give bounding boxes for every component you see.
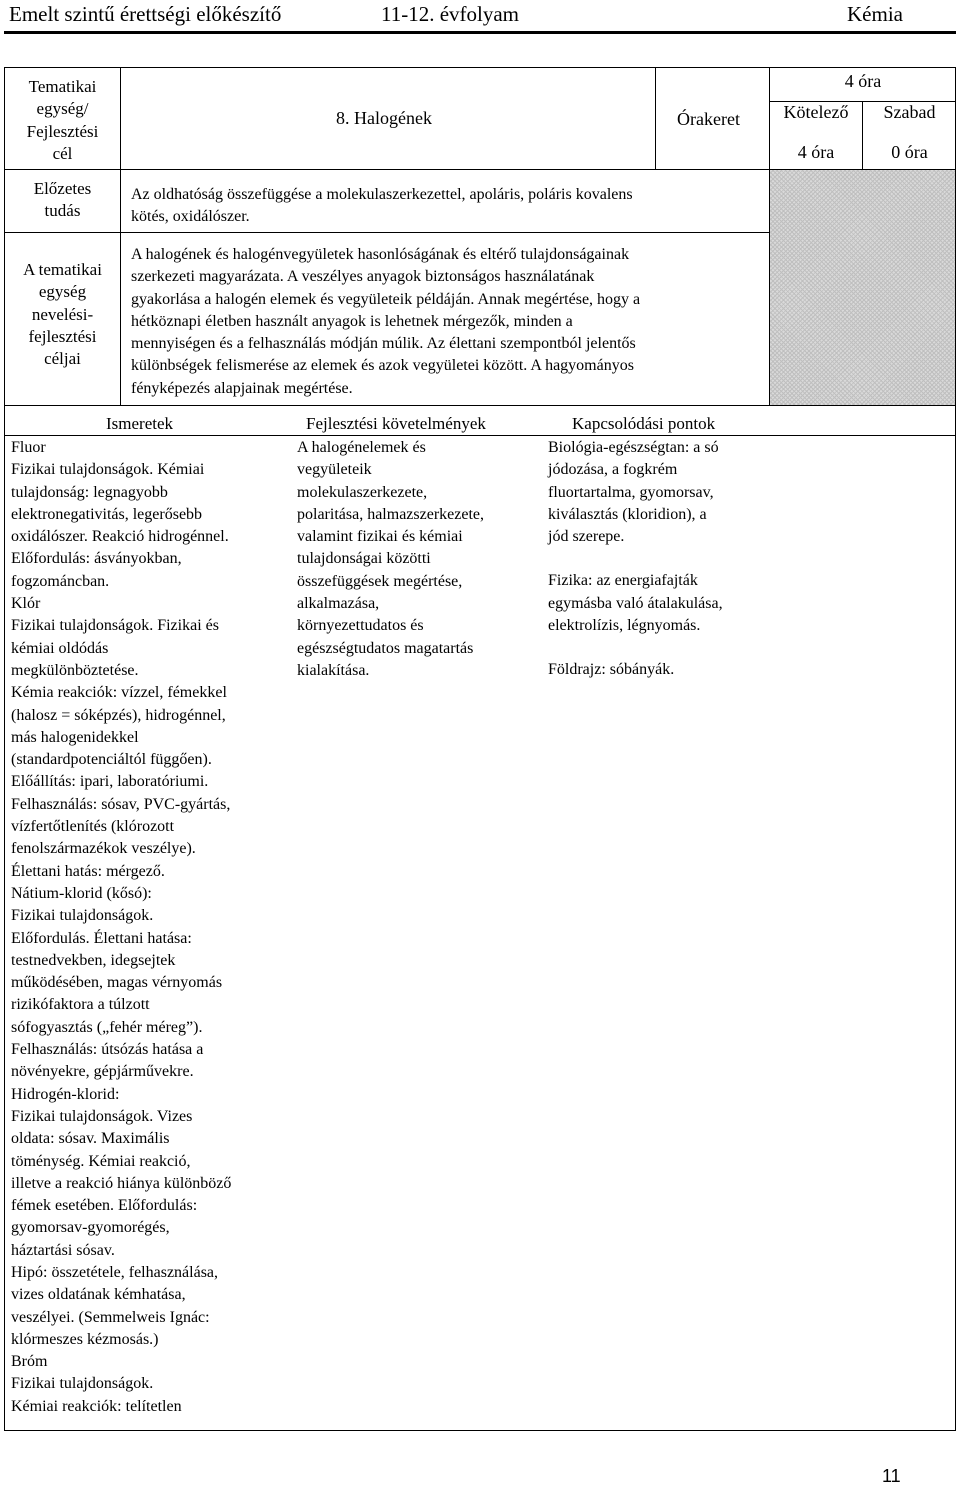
requirement-line: egészségtudatos magatartás (297, 639, 474, 657)
knowledge-line: (halosz = sóképzés), hidrogénnel, (11, 706, 226, 724)
prior-text-line: Az oldhatóság összefüggése a molekulaszerkezettel, apoláris, poláris kovalens (131, 186, 633, 203)
goals-label-line: céljai (44, 349, 81, 369)
knowledge-line: Nátium-klorid (kősó): (11, 884, 152, 902)
topic-label-line: egység/ (36, 99, 89, 119)
grid-line (4, 232, 769, 233)
grid-line (4, 405, 956, 406)
knowledge-line: töménység. Kémiai reakció, (11, 1152, 191, 1170)
goals-text-line: fényképezés alapjainak megértése. (131, 379, 353, 397)
topic-label-line: Fejlesztési (26, 121, 99, 141)
connection-line: jód szerepe. (548, 528, 625, 546)
knowledge-line: Előfordulás: ásványokban, (11, 550, 182, 568)
header-subject: Kémia (847, 2, 903, 26)
requirement-line: valamint fizikai és kémiai (297, 528, 463, 546)
knowledge-line: gyomorsav-gyomorégés, (11, 1219, 170, 1237)
knowledge-line: Fluor (11, 439, 46, 456)
page-header (0, 0, 960, 34)
knowledge-line: Hipó: összetétele, felhasználása, (11, 1263, 219, 1281)
knowledge-column (11, 437, 296, 1418)
knowledge-line: elektronegativitás, legerősebb (11, 505, 203, 523)
goals-label-line: egység (38, 282, 87, 302)
knowledge-line: működésében, magas vérnyomás (11, 974, 223, 992)
knowledge-line: Felhasználás: útsózás hatása a (11, 1041, 204, 1059)
prior-text-line: kötés, oxidálószer. (131, 208, 250, 226)
knowledge-line: más halogenidekkel (11, 728, 139, 746)
column-heading-knowledge: Ismeretek (106, 414, 174, 433)
knowledge-line: kémiai oldódás (11, 639, 109, 657)
connection-line: egymásba való átalakulása, (548, 594, 723, 612)
grid-line (120, 67, 121, 405)
requirement-line: molekulaszerkezete, (297, 483, 428, 501)
knowledge-line: Bróm (11, 1353, 48, 1371)
topic-label-line: Tematikai (28, 77, 97, 96)
knowledge-line: (standardpotenciáltól függően). (11, 751, 212, 769)
connection-line: fluortartalma, gyomorsav, (548, 483, 714, 501)
goals-label (5, 259, 120, 370)
knowledge-line: Felhasználás: sósav, PVC-gyártás, (11, 795, 231, 813)
prior-label-line: tudás (44, 201, 81, 221)
requirement-line: kialakítása. (297, 661, 370, 679)
topic-label-line: cél (52, 143, 73, 163)
requirement-line: összefüggések megértése, (297, 572, 463, 590)
knowledge-line: Kémia reakciók: vízzel, fémekkel (11, 684, 227, 702)
goals-label-line: A tematikai (23, 260, 102, 279)
knowledge-line: Klór (11, 595, 41, 613)
column-heading-connections: Kapcsolódási pontok (572, 414, 716, 433)
prior-knowledge-label (5, 178, 120, 223)
requirement-line: polaritása, halmazszerkezete, (297, 505, 484, 523)
hours-total: 4 óra (844, 71, 882, 91)
prior-label-line: Előzetes (33, 179, 92, 198)
knowledge-line: Fizikai tulajdonságok. Kémiai (11, 461, 205, 479)
knowledge-line: háztartási sósav. (11, 1241, 115, 1259)
knowledge-line: testnedvekben, idegsejtek (11, 951, 176, 969)
goals-label-line: fejlesztési (28, 326, 97, 346)
knowledge-line: Előfordulás. Élettani hatása: (11, 929, 192, 947)
knowledge-line: Hidrogén-klorid: (11, 1085, 120, 1103)
knowledge-line: fogzománcban. (11, 572, 110, 590)
connection-line: Földrajz: sóbányák. (548, 661, 675, 679)
free-label: Szabad (883, 102, 936, 122)
goals-text-line: mennyiségen és a felhasználás módján múlik. Az élettani szempontból jelentős (131, 335, 636, 353)
connection-line: kiválasztás (kloridion), a (548, 505, 707, 523)
knowledge-line: Fizikai tulajdonságok. Fizikai és (11, 617, 219, 635)
topic-title: 8. Halogének (336, 108, 432, 128)
knowledge-line: Fizikai tulajdonságok. (11, 907, 154, 925)
goals-text-line: szerkezeti magyarázata. A veszélyes anyagok biztonságos használatának (131, 268, 595, 286)
grid-line (4, 169, 956, 170)
page-number: 11 (882, 1466, 901, 1486)
column-heading-requirements: Fejlesztési követelmények (306, 414, 486, 433)
knowledge-line: Fizikai tulajdonságok. Vizes (11, 1107, 193, 1125)
knowledge-line: Fizikai tulajdonságok. (11, 1375, 154, 1393)
knowledge-line: vizes oldatának kémhatása, (11, 1286, 186, 1304)
knowledge-line: oldata: sósav. Maximális (11, 1130, 170, 1148)
goals-text-line: A halogének és halogénvegyületek hasonlóságának és eltérő tulajdonságainak (131, 246, 630, 263)
knowledge-line: fémek esetében. Előfordulás: (11, 1197, 198, 1215)
requirement-line: A halogénelemek és (297, 439, 426, 456)
requirements-column (297, 437, 542, 682)
mandatory-hours: 4 óra (797, 142, 835, 162)
goals-label-line: nevelési- (31, 304, 94, 324)
header-course-title: Emelt szintű érettségi előkészítő (9, 2, 282, 26)
knowledge-line: vízfertőtlenítés (klórozott (11, 818, 175, 836)
goals-text-line: hétköznapi életben használt anyagok is lehetnek mérgezők, minden a (131, 312, 573, 330)
header-grade: 11-12. évfolyam (381, 2, 520, 26)
mandatory-label: Kötelező (783, 102, 849, 122)
goals-text-line: gyakorlása a halogén elemek és vegyületeik példáján. Annak megértése, hogy a (131, 290, 641, 308)
frame-label: Órakeret (677, 109, 740, 129)
knowledge-line: klórmeszes kézmosás.) (11, 1330, 159, 1348)
knowledge-line: veszélyei. (Semmelweis Ignác: (11, 1308, 210, 1326)
free-hours: 0 óra (891, 142, 928, 162)
goals-text-line: különbségek felismerése az elemek és azok vegyületei között. A hagyományos (131, 357, 634, 375)
shaded-cell-right (769, 169, 955, 405)
connection-line: Biológia-egészségtan: a só (548, 439, 719, 456)
block-spacer (548, 548, 948, 570)
topic-label (5, 76, 120, 165)
grid-line (655, 67, 656, 169)
prior-knowledge-text (131, 184, 766, 229)
knowledge-line: növényekre, gépjárművekre. (11, 1063, 194, 1081)
requirement-line: környezettudatos és (297, 617, 424, 635)
requirement-line: vegyületeik (297, 461, 372, 479)
connection-line: jódozása, a fogkrém (548, 461, 678, 479)
requirement-line: alkalmazása, (297, 595, 380, 613)
connection-line: elektrolízis, légnyomás. (548, 617, 701, 635)
goals-text (131, 244, 766, 400)
block-spacer (548, 637, 948, 659)
connections-column (548, 437, 948, 682)
knowledge-line: rizikófaktora a túlzott (11, 996, 150, 1014)
knowledge-line: oxidálószer. Reakció hidrogénnel. (11, 528, 229, 546)
header-divider (4, 31, 956, 34)
knowledge-line: illetve a reakció hiánya különböző (11, 1174, 232, 1192)
knowledge-line: Élettani hatás: mérgező. (11, 862, 165, 880)
knowledge-line: sófogyasztás („fehér méreg”). (11, 1018, 203, 1036)
requirement-line: tulajdonságai közötti (297, 550, 431, 568)
knowledge-line: tulajdonság: legnagyobb (11, 483, 168, 501)
knowledge-line: fenolszármazékok veszélye). (11, 840, 196, 858)
knowledge-line: Előállítás: ipari, laboratóriumi. (11, 773, 209, 791)
connection-line: Fizika: az energiafajták (548, 572, 698, 590)
knowledge-line: megkülönböztetése. (11, 661, 139, 679)
knowledge-line: Kémiai reakciók: telítetlen (11, 1397, 182, 1415)
